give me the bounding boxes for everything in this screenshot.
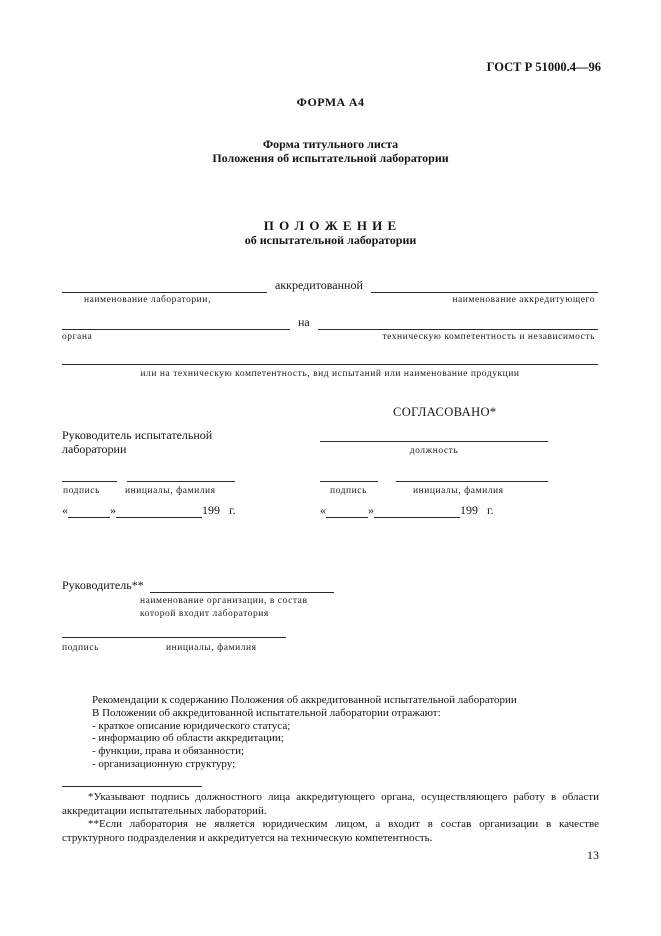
blank-signature-left [62, 481, 117, 482]
blank-signature-right [320, 481, 378, 482]
footnote-1: *Указывают подпись должностного лица аккредитующего органа, осуществляющего работу в области аккредитации испытательных лабораторий. [62, 791, 599, 817]
blank-accrediting-body-name [371, 279, 598, 293]
blank-org-signature [62, 637, 286, 638]
blank-body-name-continued [62, 316, 290, 330]
position-caption: должность [409, 446, 459, 456]
blank-full-width [62, 364, 598, 365]
lab-head-label [62, 428, 212, 456]
recommendations-title: Рекомендации к содержанию Положения об аккредитованной испытательной лаборатории [92, 694, 517, 706]
recommendations-intro: В Положении об аккредитованной испытательной лаборатории отражают: [92, 706, 441, 719]
org-head-caption-line1: наименование организации, в состав [140, 596, 308, 606]
quote-open-icon: « [320, 503, 326, 517]
quote-close-icon: » [368, 503, 374, 517]
blank-competence-field [318, 316, 598, 330]
footnote-rule [62, 786, 202, 787]
blank-day-left [68, 504, 110, 518]
lab-head-label-line1: Руководитель испытательной [62, 428, 213, 442]
name-caption-right: инициалы, фамилия [413, 486, 504, 496]
row3-caption: или на техническую компетентность, вид испытаний или наименование продукции [140, 369, 520, 379]
quote-close-icon: » [110, 503, 116, 517]
doc-reference: ГОСТ Р 51000.4—96 [486, 60, 601, 74]
year-text-left: 199 [202, 503, 220, 517]
blank-name-left [127, 481, 235, 482]
doc-title-line1: П О Л О Ж Е Н И Е [263, 218, 398, 233]
blank-month-left [116, 504, 202, 518]
org-head-row [62, 578, 334, 593]
blank-position [320, 441, 548, 442]
form-subtitle-line1: Форма титульного листа [262, 137, 399, 151]
blank-laboratory-name [62, 279, 267, 293]
org-head-caption [140, 595, 308, 620]
org-head-caption-line2: которой входит лаборатория [140, 608, 269, 619]
org-signature-caption: подпись [62, 643, 99, 653]
recommendations [92, 694, 582, 771]
blank-name-right [396, 481, 548, 482]
row2-left-caption: органа [62, 332, 93, 342]
year-unit-right: г. [487, 503, 494, 517]
footnote-2: **Если лаборатория не является юридическим лицом, а входит в состав организации в качестве структурного подразделения и аккредитуется на техническую компетентность. [62, 818, 599, 844]
recommendation-item: - информацию об области аккредитации; [92, 732, 284, 745]
field-row-1 [62, 278, 598, 293]
quote-open-icon: « [62, 503, 68, 517]
blank-organization-name [150, 579, 334, 593]
year-unit-left: г. [229, 503, 236, 517]
signature-caption-right: подпись [330, 486, 367, 496]
form-subtitle-line2: Положения об испытательной лаборатории [212, 150, 449, 165]
blank-month-right [374, 504, 460, 518]
signature-caption-left: подпись [63, 486, 100, 496]
org-head-label: Руководитель** [62, 578, 144, 592]
doc-title [0, 218, 661, 248]
lab-head-label-line2: лаборатории [62, 442, 127, 456]
date-line-right [320, 503, 550, 518]
form-label: ФОРМА А4 [296, 95, 365, 109]
org-name-caption: инициалы, фамилия [166, 643, 257, 653]
row1-connector: аккредитованной [275, 278, 363, 292]
recommendation-item: - организационную структуру; [92, 757, 236, 770]
row2-connector: на [298, 315, 310, 329]
row1-right-caption: наименование аккредитующего [452, 295, 595, 305]
recommendation-item: - краткое описание юридического статуса; [92, 719, 291, 732]
date-line-left [62, 503, 292, 518]
doc-title-line2: об испытательной лаборатории [244, 233, 417, 247]
row2-right-caption: техническую компетентность и независимость [382, 332, 595, 342]
blank-day-right [326, 504, 368, 518]
recommendation-item: - функции, права и обязанности; [92, 745, 245, 758]
name-caption-left: инициалы, фамилия [125, 486, 216, 496]
agreed-label: СОГЛАСОВАНО* [393, 405, 497, 419]
field-row-2 [62, 315, 598, 330]
form-subtitle [0, 138, 661, 165]
page-number: 13 [587, 848, 599, 862]
year-text-right: 199 [460, 503, 478, 517]
row1-left-caption: наименование лаборатории, [84, 295, 211, 305]
